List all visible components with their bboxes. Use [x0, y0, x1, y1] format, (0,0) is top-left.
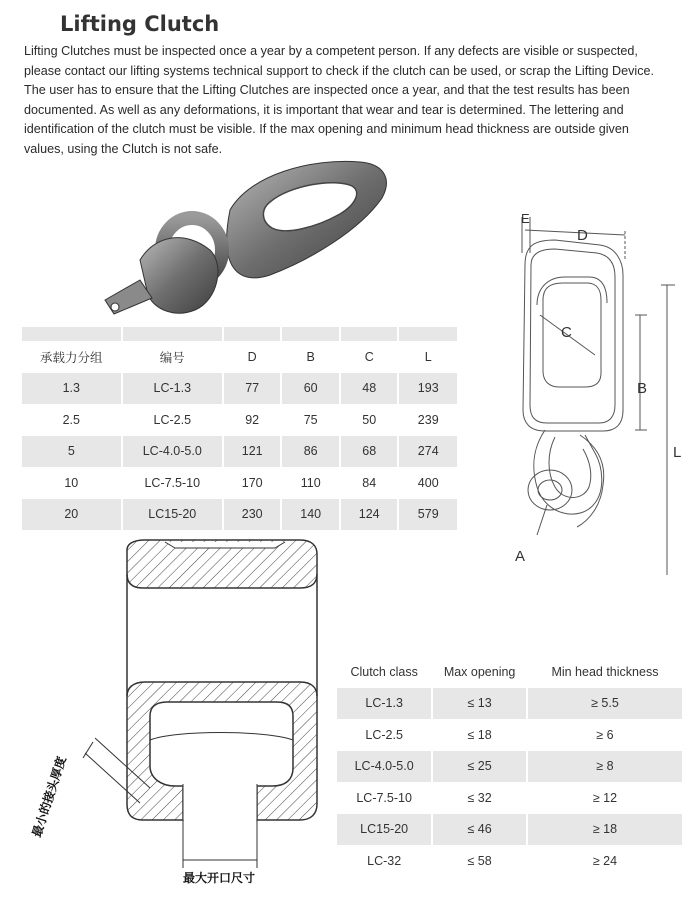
table-cell: LC15-20: [123, 499, 224, 531]
table-cell: 77: [224, 373, 283, 405]
table-cell: 239: [399, 404, 459, 436]
max-opening-label: 最大开口尺寸: [183, 871, 256, 885]
dim-label-l: L: [673, 444, 682, 461]
table-cell: 274: [399, 436, 459, 468]
table-row: [337, 845, 684, 877]
spec-table-header: [22, 341, 459, 373]
spec-header-cell: L: [399, 341, 459, 373]
table-cell: ≥ 24: [528, 845, 684, 877]
table-cell: LC-32: [337, 845, 433, 877]
spec-header-cell: 承载力分组: [22, 341, 123, 373]
table-cell: ≥ 8: [528, 751, 684, 783]
table-cell: ≥ 6: [528, 719, 684, 751]
table-cell: ≥ 18: [528, 814, 684, 846]
table-cell: LC15-20: [337, 814, 433, 846]
dim-label-c: C: [561, 324, 572, 341]
table-cell: ≤ 25: [433, 751, 528, 783]
table-row: [22, 436, 459, 468]
table-cell: ≤ 13: [433, 688, 528, 720]
spec-header-cell: D: [224, 341, 283, 373]
table-cell: 579: [399, 499, 459, 531]
dim-label-e: E: [521, 211, 530, 226]
table-cell: LC-7.5-10: [123, 467, 224, 499]
table-cell: 121: [224, 436, 283, 468]
table-row: [22, 467, 459, 499]
clutch-photo: [100, 150, 400, 330]
table-cell: ≤ 46: [433, 814, 528, 846]
table-cell: 50: [341, 404, 400, 436]
table-cell: 68: [341, 436, 400, 468]
table-cell: LC-4.0-5.0: [123, 436, 224, 468]
table-row: [337, 782, 684, 814]
page-title: Lifting Clutch: [60, 12, 220, 36]
table-cell: ≥ 12: [528, 782, 684, 814]
limit-header-cell: Clutch class: [337, 656, 433, 688]
table-cell: ≤ 18: [433, 719, 528, 751]
dim-label-b: B: [637, 380, 648, 397]
table-cell: 1.3: [22, 373, 123, 405]
limit-table-header: [337, 656, 684, 688]
dim-label-d: D: [577, 227, 588, 244]
table-cell: 48: [341, 373, 400, 405]
table-cell: 10: [22, 467, 123, 499]
limit-header-cell: Min head thickness: [528, 656, 684, 688]
table-cell: LC-4.0-5.0: [337, 751, 433, 783]
table-cell: ≤ 58: [433, 845, 528, 877]
spec-table: [22, 327, 459, 530]
table-cell: 86: [282, 436, 341, 468]
intro-paragraph: Lifting Clutches must be inspected once a year by a competent person. If any defects are visible or suspected, please contact our lifting systems technical support to check if the clutch can be used, or scrap the Lifting Device. The user has to ensure that the Lifting Clutches are inspected once a year, and that the test results has been documented. As well as any deformations, it is important that wear and tear is determined. The lettering and identification of the clutch must be visible. If the max opening and minimum head thickness are outside given values, using the Clutch is not safe.: [24, 44, 655, 156]
table-cell: 75: [282, 404, 341, 436]
table-cell: 124: [341, 499, 400, 531]
table-row: [22, 373, 459, 405]
table-row: [337, 688, 684, 720]
table-cell: 140: [282, 499, 341, 531]
table-cell: 170: [224, 467, 283, 499]
table-cell: LC-2.5: [337, 719, 433, 751]
table-cell: 400: [399, 467, 459, 499]
table-cell: 5: [22, 436, 123, 468]
table-row: [22, 404, 459, 436]
table-row: [22, 499, 459, 531]
table-cell: 60: [282, 373, 341, 405]
table-cell: 20: [22, 499, 123, 531]
wear-limit-table: [337, 656, 684, 877]
min-head-thickness-label: 最小的接头厚度: [29, 754, 69, 839]
table-cell: 2.5: [22, 404, 123, 436]
dimension-drawing: [485, 205, 695, 575]
table-cell: LC-1.3: [123, 373, 224, 405]
table-cell: LC-1.3: [337, 688, 433, 720]
table-row: [337, 751, 684, 783]
table-cell: ≤ 32: [433, 782, 528, 814]
table-row: [337, 814, 684, 846]
dim-label-a: A: [515, 548, 526, 565]
table-cell: 230: [224, 499, 283, 531]
table-cell: 92: [224, 404, 283, 436]
spec-header-cell: 编号: [123, 341, 224, 373]
table-cell: 193: [399, 373, 459, 405]
limit-header-cell: Max opening: [433, 656, 528, 688]
table-row: [337, 719, 684, 751]
table-cell: ≥ 5.5: [528, 688, 684, 720]
table-cell: LC-7.5-10: [337, 782, 433, 814]
table-cell: LC-2.5: [123, 404, 224, 436]
spec-header-cell: C: [341, 341, 400, 373]
table-cell: 110: [282, 467, 341, 499]
spec-header-cell: B: [282, 341, 341, 373]
cross-section-drawing: [15, 538, 335, 890]
table-cell: 84: [341, 467, 400, 499]
